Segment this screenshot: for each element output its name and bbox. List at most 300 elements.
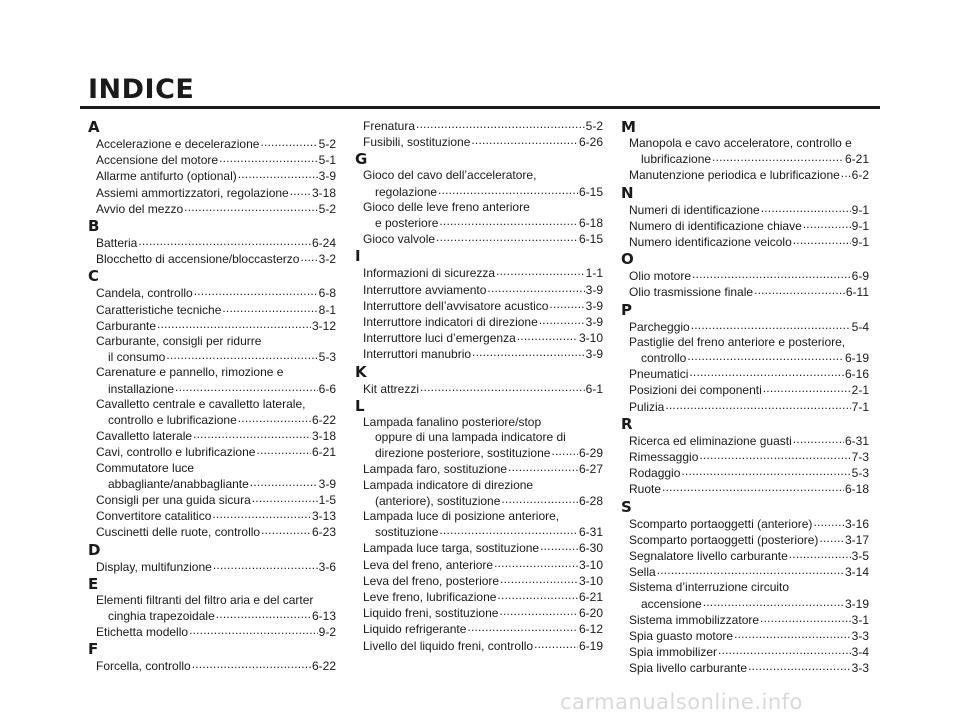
page-number: 6-31 — [578, 525, 603, 540]
entry-text: Cavalletto centrale e cavalletto laterale, — [96, 396, 306, 411]
entry-text: installazione — [108, 381, 175, 396]
index-entry — [88, 168, 336, 184]
entry-text: Sistema d’interruzione circuito — [629, 580, 790, 595]
entry-text: Fusibili, sostituzione — [363, 135, 471, 150]
dot-leader — [813, 516, 844, 528]
index-entry — [355, 573, 603, 589]
section-letter: F — [88, 640, 99, 659]
entry-text: controllo e lubrificazione — [108, 413, 237, 428]
entry-text: Pastiglie del freno anteriore e posteriore, — [629, 334, 846, 349]
dot-leader — [213, 559, 318, 571]
page-number: 5-2 — [318, 137, 336, 151]
index-entry — [355, 265, 603, 281]
entry-text: Kit attrezzi — [363, 381, 420, 396]
dot-leader — [793, 234, 851, 246]
index-entry — [355, 200, 603, 231]
section-letter: I — [355, 247, 361, 266]
page-number: 6-9 — [851, 269, 869, 284]
dot-leader — [748, 660, 851, 672]
page-number: 6-18 — [578, 216, 603, 231]
entry-text: Lampada indicatore di direzione — [363, 477, 534, 492]
page-number: 9-2 — [318, 625, 336, 640]
index-entry — [355, 621, 603, 637]
index-entry — [355, 540, 603, 556]
entry-text: il consumo — [108, 350, 166, 365]
index-entry — [621, 532, 869, 548]
page-number: 6-2 — [851, 168, 869, 183]
index-entry — [88, 461, 336, 492]
dot-leader — [754, 284, 845, 296]
page-number: 3-12 — [311, 318, 336, 333]
index-entry — [88, 559, 336, 575]
index-entry — [88, 397, 336, 428]
index-entry — [355, 298, 603, 314]
dot-leader — [712, 151, 844, 163]
entry-text: Lampada luce di posizione anteriore, — [363, 509, 560, 524]
dot-leader — [687, 350, 844, 362]
dot-leader — [192, 658, 311, 670]
dot-leader — [551, 445, 578, 457]
index-entry — [355, 557, 603, 573]
dot-leader — [238, 412, 311, 424]
index-entry — [88, 235, 336, 251]
page-number: 3-14 — [844, 565, 869, 580]
page-number: 6-8 — [318, 286, 336, 301]
dot-leader — [691, 319, 851, 331]
entry-text: cinghia trapezoidale — [108, 609, 215, 624]
entry-text: Cavalletto laterale — [96, 429, 193, 444]
entry-text: Manutenzione periodica e lubrificazione — [629, 168, 840, 183]
index-entry — [88, 508, 336, 524]
page-number: 3-3 — [851, 629, 869, 644]
entry-text: Leva del freno, posteriore — [363, 573, 500, 588]
index-entry — [88, 201, 336, 217]
entry-text: Accelerazione e decelerazione — [96, 137, 260, 151]
dot-leader — [819, 532, 844, 544]
index-entry — [621, 382, 869, 398]
section-letter: N — [621, 183, 634, 202]
dot-leader — [222, 302, 317, 314]
entry-text: Gioco valvole — [363, 232, 436, 247]
entry-text: Avvio del mezzo — [96, 201, 184, 216]
entry-text: Posizioni dei componenti — [629, 383, 762, 398]
dot-leader — [216, 608, 311, 620]
page-number: 6-31 — [844, 433, 869, 448]
dot-leader — [219, 152, 318, 164]
dot-leader — [212, 508, 311, 520]
index-entry — [88, 524, 336, 540]
page-number: 3-5 — [851, 549, 869, 564]
entry-text: direzione posteriore, sostituzione — [375, 446, 551, 461]
entry-text: Scomparto portaoggetti (posteriore) — [629, 532, 819, 547]
index-entry — [88, 365, 336, 396]
entry-text: Rodaggio — [629, 466, 681, 481]
page-number: 3-17 — [844, 532, 869, 547]
index-entry — [621, 335, 869, 366]
entry-text: Scomparto portaoggetti (anteriore) — [629, 516, 813, 531]
entry-text: abbagliante/anabbagliante — [108, 476, 249, 491]
page-number: 3-9 — [318, 169, 336, 184]
dot-leader — [252, 492, 318, 504]
dot-leader — [763, 382, 851, 394]
entry-text: Sella — [629, 565, 656, 580]
dot-leader — [194, 285, 318, 297]
page-number: 7-1 — [851, 399, 869, 414]
page-number: 3-10 — [578, 557, 603, 572]
entry-text: Numero di identificazione chiave — [629, 218, 802, 233]
entry-text: Carburante, consigli per ridurre — [96, 334, 262, 349]
page-number: 6-30 — [578, 541, 603, 556]
entry-text: Liquido refrigerante — [363, 622, 467, 637]
page-number: 9-1 — [851, 235, 869, 250]
index-entry — [88, 593, 336, 624]
page-number: 3-10 — [578, 331, 603, 346]
page-number: 3-9 — [585, 315, 603, 330]
page-number: 6-12 — [578, 622, 603, 637]
entry-text: Interruttori manubrio — [363, 347, 472, 362]
page-number: 5-2 — [585, 119, 603, 133]
entry-text: Batteria — [96, 236, 138, 251]
entry-text: Leve freno, lubrificazione — [363, 590, 497, 605]
entry-text: Carburante — [96, 318, 157, 333]
entry-text: Ruote — [629, 482, 662, 497]
page-number: 6-22 — [311, 659, 336, 674]
dot-leader — [718, 644, 851, 656]
page-number: 3-16 — [844, 516, 869, 531]
page-number: 3-1 — [851, 612, 869, 627]
dot-leader — [439, 215, 578, 227]
entry-text: oppure di una lampada indicatore di — [375, 430, 566, 445]
dot-leader — [699, 449, 850, 461]
entry-text: Lampada luce targa, sostituzione — [363, 541, 540, 556]
page-number: 6-16 — [844, 367, 869, 382]
index-entry — [621, 234, 869, 250]
entry-text: regolazione — [375, 184, 438, 199]
index-entry — [88, 285, 336, 301]
entry-text: Spia immobilizer — [629, 645, 718, 660]
entry-text: Interruttore dell’avvisatore acustico — [363, 298, 549, 313]
entry-text: Olio trasmissione finale — [629, 285, 754, 300]
page-number: 8-1 — [318, 302, 336, 317]
dot-leader — [290, 185, 311, 197]
entry-text: Frenatura — [363, 119, 416, 133]
index-entry — [88, 318, 336, 334]
dot-leader — [501, 493, 578, 505]
page-number: 9-1 — [851, 202, 869, 217]
page-number: 6-6 — [318, 381, 336, 396]
dot-leader — [494, 557, 578, 569]
index-entry — [355, 330, 603, 346]
dot-leader — [539, 314, 585, 326]
dot-leader — [734, 628, 851, 640]
page-number: 3-10 — [578, 573, 603, 588]
index-entry — [355, 231, 603, 247]
index-entry — [355, 118, 603, 134]
page-number: 6-19 — [578, 638, 603, 653]
entry-text: sostituzione — [375, 525, 439, 540]
page-number: 5-3 — [318, 350, 336, 365]
page-number: 3-4 — [851, 645, 869, 660]
dot-leader — [175, 381, 318, 393]
page-number: 1-1 — [585, 266, 603, 281]
index-entry — [621, 644, 869, 660]
entry-text: Consigli per una guida sicura — [96, 493, 251, 508]
entry-text: Rimessaggio — [629, 450, 699, 465]
page-number: 6-21 — [311, 445, 336, 460]
index-entry — [621, 548, 869, 564]
dot-leader — [841, 167, 851, 179]
entry-text: Lampada faro, sostituzione — [363, 462, 508, 477]
entry-text: Pulizia — [629, 399, 665, 414]
dot-leader — [517, 330, 578, 342]
section-letter: O — [621, 250, 634, 269]
entry-text: Cuscinetti delle ruote, controllo — [96, 525, 261, 540]
section-letter: S — [621, 497, 632, 516]
entry-text: Lampada fanalino posteriore/stop — [363, 414, 542, 429]
entry-text: Blocchetto di accensione/bloccasterzo — [96, 252, 300, 267]
entry-text: Informazioni di sicurezza — [363, 266, 496, 281]
entry-text: accensione — [641, 596, 702, 611]
dot-leader — [662, 481, 844, 493]
dot-leader — [803, 218, 851, 230]
page-number: 3-9 — [318, 476, 336, 491]
index-entry — [355, 461, 603, 477]
dot-leader — [540, 540, 578, 552]
dot-leader — [439, 524, 578, 536]
entry-text: Spia livello carburante — [629, 661, 748, 676]
page-number: 6-18 — [844, 482, 869, 497]
index-entry — [88, 136, 336, 152]
index-entry — [355, 314, 603, 330]
dot-leader — [138, 235, 311, 247]
entry-text: Assiemi ammortizzatori, regolazione — [96, 185, 289, 200]
index-entry — [355, 168, 603, 199]
section-letter: G — [355, 150, 368, 169]
index-entry — [621, 612, 869, 628]
dot-leader — [549, 298, 584, 310]
entry-text: Numero identificazione veicolo — [629, 235, 792, 250]
page-number: 6-26 — [578, 135, 603, 150]
page-number: 6-24 — [311, 236, 336, 251]
dot-leader — [300, 251, 317, 263]
entry-text: Parcheggio — [629, 319, 690, 334]
index-entry — [621, 628, 869, 644]
index-entry — [88, 492, 336, 508]
index-entry — [355, 415, 603, 462]
index-entry — [621, 481, 869, 497]
dot-leader — [793, 433, 844, 445]
index-entry — [621, 202, 869, 218]
entry-text: Livello del liquido freni, controllo — [363, 638, 534, 653]
index-entry — [88, 251, 336, 267]
dot-leader — [761, 202, 851, 214]
entry-text: Allarme antifurto (optional) — [96, 169, 237, 184]
page-number: 3-13 — [311, 509, 336, 524]
index-entry — [355, 638, 603, 654]
page-number: 6-27 — [578, 462, 603, 477]
index-entry — [88, 302, 336, 318]
entry-text: Sistema immobilizzatore — [629, 612, 760, 627]
page-number: 6-13 — [311, 609, 336, 624]
page-number: 3-9 — [585, 347, 603, 362]
entry-text: Liquido freni, sostituzione — [363, 606, 499, 621]
page-number: 5-4 — [851, 319, 869, 334]
index-entry — [88, 334, 336, 365]
dot-leader — [496, 265, 585, 277]
index-entry — [621, 465, 869, 481]
entry-text: Forcella, controllo — [96, 659, 191, 674]
section-letter: E — [88, 574, 99, 593]
dot-leader — [416, 118, 585, 130]
title-rule — [80, 106, 880, 109]
page-number: 3-9 — [585, 298, 603, 313]
entry-text: Gioco delle leve freno anteriore — [363, 199, 530, 214]
index-entry — [621, 319, 869, 335]
dot-leader — [420, 381, 585, 393]
dot-leader — [760, 612, 851, 624]
dot-leader — [260, 136, 317, 148]
dot-leader — [703, 596, 844, 608]
index-entry — [621, 660, 869, 676]
dot-leader — [692, 268, 851, 280]
dot-leader — [438, 184, 578, 196]
page-number: 3-19 — [844, 596, 869, 611]
entry-text: Cavi, controllo e lubrificazione — [96, 445, 256, 460]
page-number: 6-15 — [578, 232, 603, 247]
page-number: 3-18 — [311, 185, 336, 200]
dot-leader — [184, 201, 318, 213]
page-number: 3-2 — [318, 252, 336, 267]
page-number: 6-20 — [578, 606, 603, 621]
section-letter: R — [621, 414, 633, 433]
index-entry — [355, 381, 603, 397]
index-entry — [88, 658, 336, 674]
index-entry — [621, 433, 869, 449]
entry-text: Candela, controllo — [96, 286, 193, 301]
entry-text: Ricerca ed eliminazione guasti — [629, 433, 792, 448]
dot-leader — [508, 461, 578, 473]
entry-text: controllo — [641, 351, 687, 366]
index-entry — [355, 134, 603, 150]
page-number: 1-5 — [318, 493, 336, 508]
section-letter: C — [88, 267, 100, 286]
entry-text: Convertitore catalitico — [96, 509, 212, 524]
page-number: 5-3 — [851, 466, 869, 481]
dot-leader — [238, 168, 318, 180]
dot-leader — [157, 318, 311, 330]
index-entry — [88, 185, 336, 201]
index-entry — [355, 282, 603, 298]
page-title: INDICE — [88, 74, 195, 105]
dot-leader — [497, 589, 578, 601]
page-number: 2-1 — [851, 383, 869, 398]
entry-text: Etichetta modello — [96, 625, 189, 640]
dot-leader — [534, 638, 578, 650]
entry-text: Numeri di identificazione — [629, 202, 760, 217]
index-entry — [621, 284, 869, 300]
dot-leader — [189, 624, 318, 636]
dot-leader — [261, 524, 311, 536]
entry-text: e posteriore — [375, 216, 439, 231]
page-number: 9-1 — [851, 218, 869, 233]
section-letter: D — [88, 540, 101, 559]
page-number: 3-9 — [585, 282, 603, 297]
page-number: 6-11 — [845, 285, 869, 300]
entry-text: Olio motore — [629, 269, 692, 284]
index-entry — [88, 444, 336, 460]
entry-text: Commutatore luce — [96, 460, 195, 475]
page-number: 6-21 — [844, 152, 869, 167]
page-number: 6-21 — [578, 590, 603, 605]
section-letter: P — [621, 300, 632, 319]
index-column-1 — [88, 118, 336, 675]
index-column-2 — [355, 118, 603, 654]
page-number: 3-3 — [851, 661, 869, 676]
page-number: 3-6 — [318, 559, 336, 574]
dot-leader — [499, 605, 578, 617]
dot-leader — [467, 621, 578, 633]
page-number: 5-1 — [318, 153, 336, 168]
index-entry — [621, 449, 869, 465]
entry-text: Interruttore luci d’emergenza — [363, 331, 516, 346]
index-entry — [88, 428, 336, 444]
entry-text: Segnalatore livello carburante — [629, 549, 788, 564]
page-number: 7-3 — [851, 450, 869, 465]
index-entry — [88, 624, 336, 640]
dot-leader — [681, 465, 850, 477]
dot-leader — [665, 399, 850, 411]
page-number: 6-29 — [578, 446, 603, 461]
index-entry — [621, 218, 869, 234]
page-number: 6-19 — [844, 351, 869, 366]
entry-text: lubrificazione — [641, 152, 712, 167]
dot-leader — [471, 134, 578, 146]
entry-text: Elementi filtranti del filtro aria e del carter — [96, 592, 314, 607]
page-number: 6-22 — [311, 413, 336, 428]
entry-text: Caratteristiche tecniche — [96, 302, 222, 317]
index-entry — [355, 605, 603, 621]
entry-text: Carenature e pannello, rimozione e — [96, 365, 284, 380]
index-column-3 — [621, 118, 869, 677]
index-entry — [355, 589, 603, 605]
page-number: 6-23 — [311, 525, 336, 540]
index-entry — [621, 366, 869, 382]
entry-text: Manopola e cavo acceleratore, controllo e — [629, 136, 852, 150]
entry-text: Interruttore indicatori di direzione — [363, 315, 538, 330]
dot-leader — [250, 476, 318, 488]
dot-leader — [789, 548, 851, 560]
entry-text: Gioco del cavo dell’acceleratore, — [363, 168, 537, 183]
index-entry — [355, 478, 603, 509]
section-letter: K — [355, 362, 367, 381]
index-entry — [355, 346, 603, 362]
index-entry — [355, 509, 603, 540]
dot-leader — [487, 282, 584, 294]
entry-text: (anteriore), sostituzione — [375, 493, 501, 508]
section-letter: A — [88, 118, 100, 136]
section-letter: B — [88, 217, 100, 236]
page-number: 6-15 — [578, 184, 603, 199]
dot-leader — [166, 349, 317, 361]
index-entry — [621, 399, 869, 415]
page-number: 6-28 — [578, 493, 603, 508]
index-entry — [621, 564, 869, 580]
page-number: 5-2 — [318, 201, 336, 216]
index-entry — [621, 136, 869, 167]
entry-text: Pneumatici — [629, 367, 689, 382]
dot-leader — [436, 231, 578, 243]
section-letter: L — [355, 396, 365, 415]
